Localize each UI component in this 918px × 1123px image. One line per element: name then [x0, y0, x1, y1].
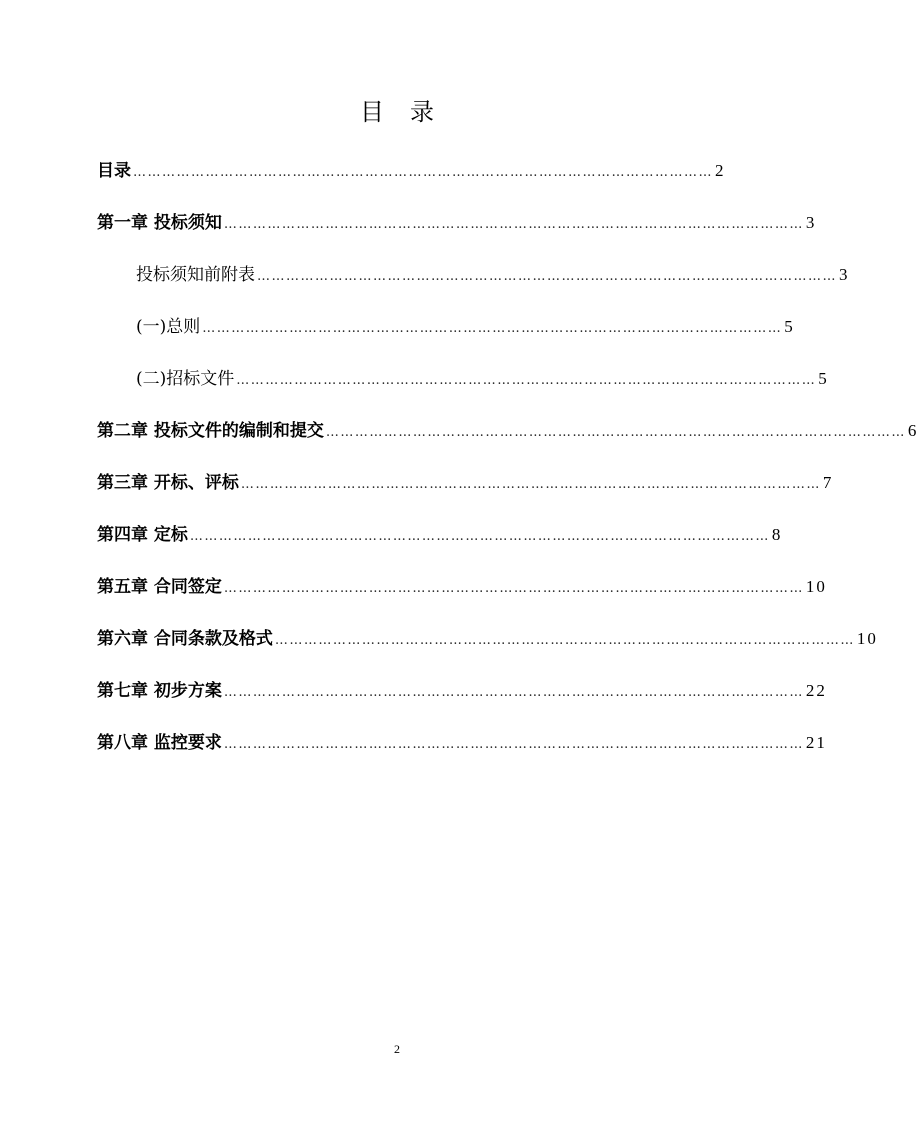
toc-entry-chapter-4[interactable] [97, 520, 783, 546]
dot-leader: ………………………………………………………………………………………………………… [223, 581, 804, 596]
toc-title-left: 目 [360, 98, 384, 126]
toc-entry-label: 目录 [97, 161, 131, 181]
toc-entry-label: 第六章 合同条款及格式 [97, 629, 273, 649]
toc-entry-page: 5 [784, 317, 795, 336]
toc-entry-page: 21 [805, 733, 827, 752]
dot-leader: ………………………………………………………………………………………………………… [133, 165, 713, 180]
toc-entry-label: 第三章 开标、评标 [97, 473, 239, 493]
toc-entry-chapter-5[interactable] [97, 572, 827, 598]
toc-entry-label: 第四章 定标 [97, 525, 188, 545]
dot-leader: ………………………………………………………………………………………………………… [240, 477, 821, 492]
toc-entry-chapter-8[interactable] [97, 728, 827, 754]
toc-entry-label: 第二章 投标文件的编制和提交 [97, 421, 324, 441]
dot-leader: ………………………………………………………………………………………………………… [202, 321, 783, 336]
toc-entry-page: 2 [715, 161, 726, 180]
toc-entry-page: 6 [907, 421, 918, 440]
toc-entry-chapter-1[interactable] [97, 208, 817, 234]
toc-entry-label: (一)总则 [136, 317, 201, 337]
toc-entry-label: 第七章 初步方案 [97, 681, 222, 701]
toc-entry-label: (二)招标文件 [136, 369, 235, 389]
dot-leader: ………………………………………………………………………………………………………… [257, 269, 837, 284]
toc-entry-page: 10 [856, 629, 878, 648]
dot-leader: ………………………………………………………………………………………………………… [189, 529, 770, 544]
dot-leader: ………………………………………………………………………………………………………… [325, 425, 906, 440]
dot-leader: ………………………………………………………………………………………………………… [223, 217, 804, 232]
toc-entry-label: 第五章 合同签定 [97, 577, 222, 597]
toc-entry-chapter-7[interactable] [97, 676, 827, 702]
dot-leader: ………………………………………………………………………………………………………… [223, 685, 804, 700]
toc-entry-page: 3 [839, 265, 850, 284]
toc-entry-chapter-3[interactable] [97, 468, 834, 494]
toc-entry-label: 第八章 监控要求 [97, 733, 222, 753]
toc-entry-appendix[interactable] [136, 260, 850, 286]
page-number: 2 [394, 1042, 400, 1056]
toc-entry-page: 5 [818, 369, 829, 388]
toc-entry-chapter-6[interactable] [97, 624, 878, 650]
dot-leader: ………………………………………………………………………………………………………… [223, 737, 804, 752]
toc-entry-label: 第一章 投标须知 [97, 213, 222, 233]
toc-entry-general[interactable] [136, 312, 795, 338]
toc-entry-page: 7 [822, 473, 834, 492]
dot-leader: ………………………………………………………………………………………………………… [274, 633, 855, 648]
toc-entry-contents[interactable] [97, 156, 726, 182]
toc-entry-tender-documents[interactable] [136, 364, 829, 390]
dot-leader: ………………………………………………………………………………………………………… [236, 373, 817, 388]
toc-entry-page: 10 [805, 577, 827, 596]
toc-entry-page: 8 [771, 525, 783, 544]
toc-entry-chapter-2[interactable] [97, 416, 918, 442]
toc-entry-page: 3 [805, 213, 817, 232]
toc-title-right: 录 [410, 98, 434, 126]
toc-entry-label: 投标须知前附表 [136, 265, 255, 285]
toc-title [0, 92, 794, 127]
toc-entry-page: 22 [805, 681, 827, 700]
